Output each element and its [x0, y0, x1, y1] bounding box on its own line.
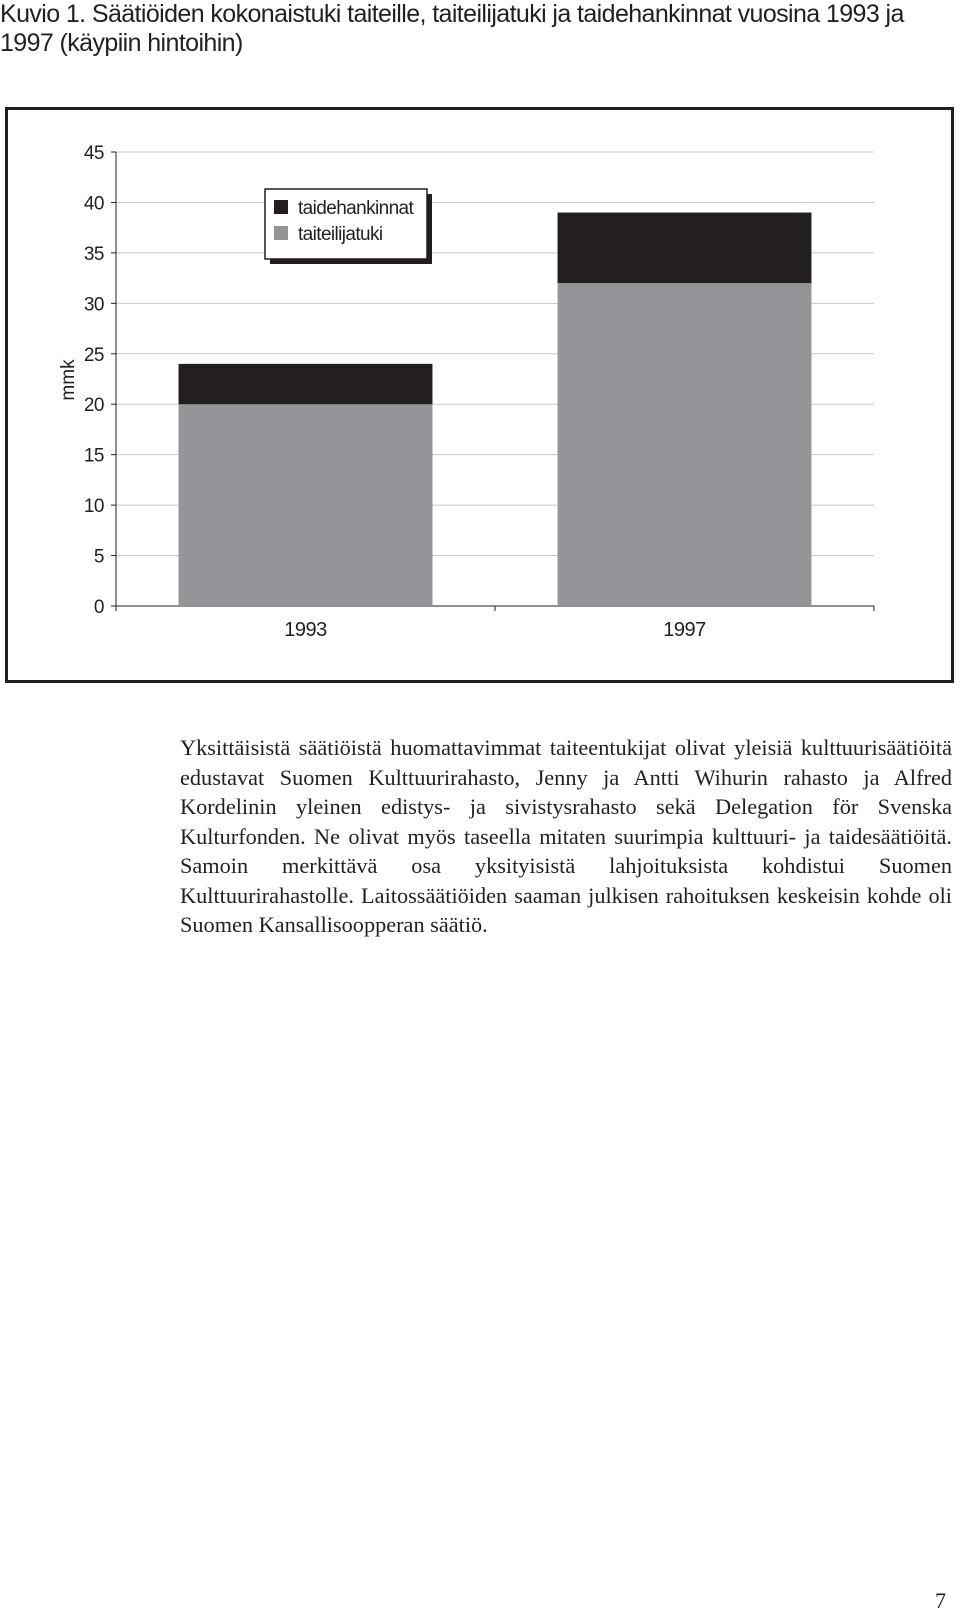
page-number: 7	[935, 1588, 946, 1613]
legend	[265, 189, 432, 264]
x-tick-label: 1997	[663, 619, 706, 641]
figure-caption: Kuvio 1. Säätiöiden kokonaistuki taiteille, taiteilijatuki ja taidehankinnat vuosina 1993 ja 1997 (käypiin hintoihin)	[0, 0, 904, 57]
legend-label-taiteilijatuki: taiteilijatuki	[298, 224, 383, 245]
y-tick-label: 35	[83, 243, 104, 265]
y-axis-title: mmk	[58, 359, 79, 401]
y-tick-label: 15	[83, 445, 104, 467]
y-tick-label: 10	[83, 496, 104, 518]
y-tick-label: 25	[83, 344, 104, 366]
bar-taidehankinnat-1997	[558, 213, 812, 284]
legend-swatch-taiteilijatuki	[274, 226, 288, 240]
bar-taiteilijatuki-1997	[558, 283, 812, 606]
y-tick-label: 45	[83, 143, 104, 164]
bars	[179, 213, 812, 606]
y-tick-label: 20	[83, 395, 104, 417]
bar-taidehankinnat-1993	[179, 364, 433, 404]
y-tick-label: 40	[83, 193, 104, 215]
legend-label-taidehankinnat: taidehankinnat	[298, 198, 414, 219]
y-tick-label: 0	[93, 597, 104, 618]
body-paragraph: Yksittäisistä säätiöistä huomattavimmat taiteentukijat olivat yleisiä kulttuurisäätiöitä edustavat Suomen Kulttuurirahasto, Jenny ja Antti Wihurin rahasto ja Alfred Kordelinin yleinen edistys- ja sivistysrahasto sekä Delegation för Svenska Kulturfonden. Ne olivat myös taseella mitaten suurimpia kulttuuri- ja taidesäätiöitä. Samoin merkittävä osa yksityisistä lahjoituksista kohdistui Suomen Kulttuurirahastolle. Laitossäätiöiden saaman julkisen rahoituksen keskeisin kohde oli Suomen Kansallisoopperan säätiö.	[180, 735, 952, 937]
stacked-bar-chart	[8, 110, 951, 680]
x-tick-label: 1993	[284, 619, 327, 641]
y-tick-label: 5	[93, 546, 104, 568]
chart-frame	[5, 107, 954, 683]
y-tick-label: 30	[83, 294, 104, 316]
legend-swatch-taidehankinnat	[274, 200, 288, 214]
bar-taiteilijatuki-1993	[179, 404, 433, 606]
